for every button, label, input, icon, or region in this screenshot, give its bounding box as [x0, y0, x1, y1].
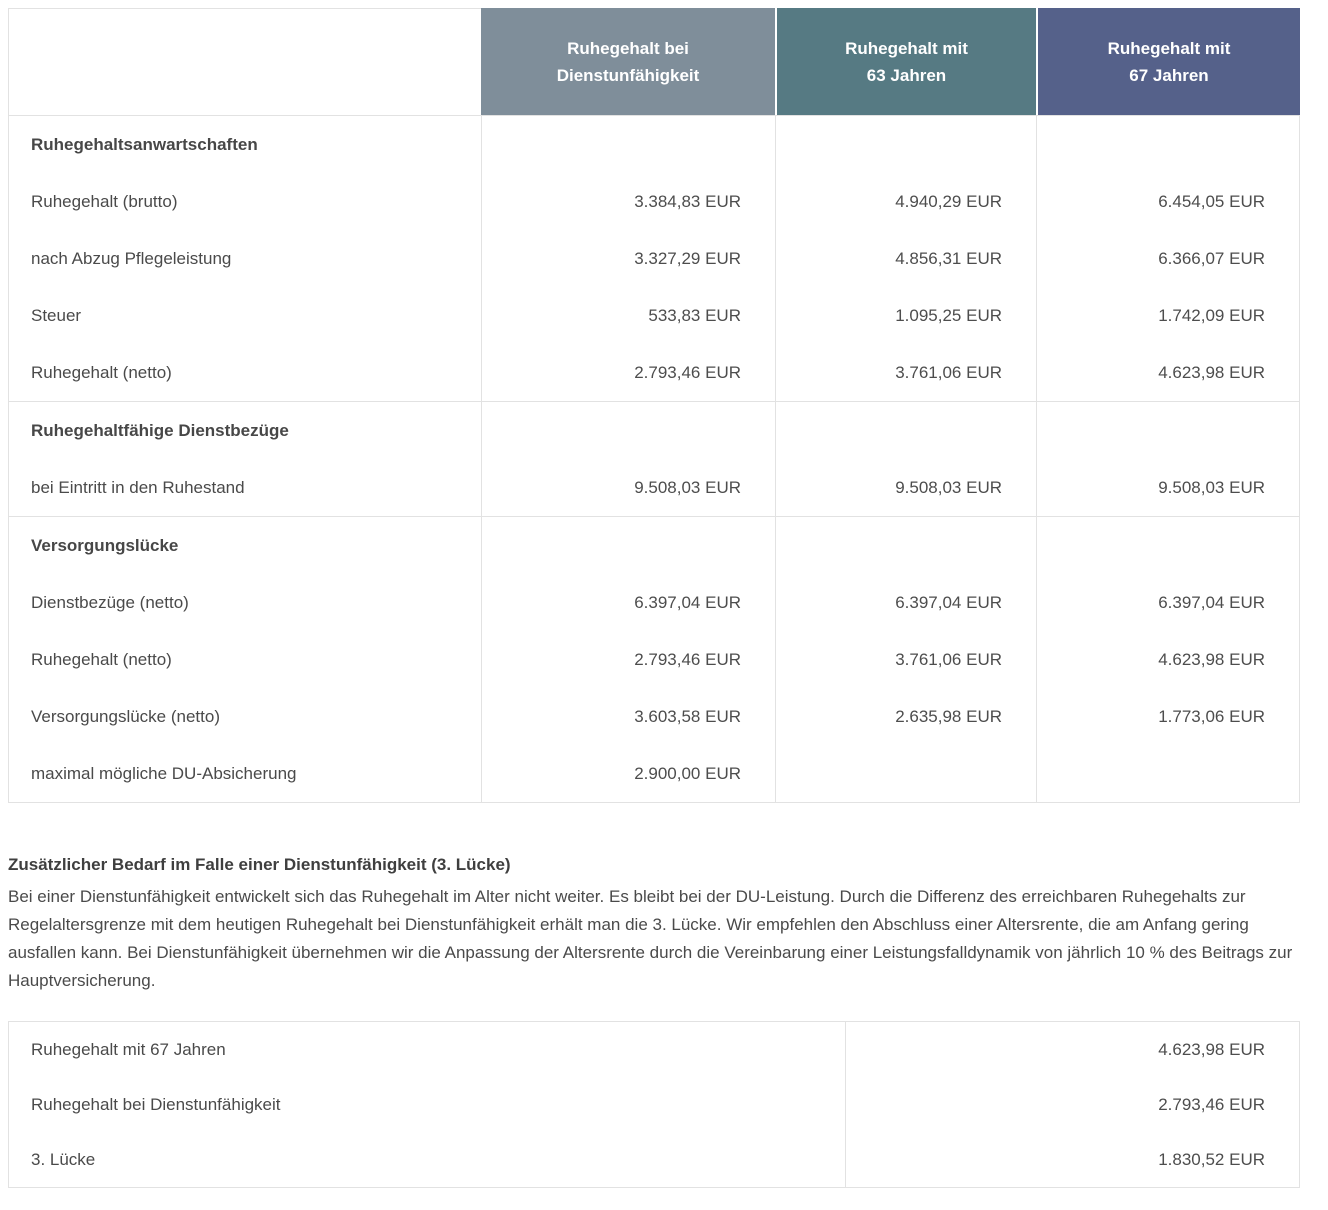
- summary-row-value: 1.830,52 EUR: [845, 1132, 1299, 1187]
- table-cell: [481, 116, 775, 173]
- row-value: 6.454,05 EUR: [1036, 173, 1299, 230]
- table-cell: [1036, 402, 1299, 459]
- corner-cell: [8, 8, 481, 115]
- third-gap-summary-table: [8, 1021, 1300, 1188]
- row-value: 3.761,06 EUR: [775, 344, 1036, 401]
- row-label: Ruhegehalt (brutto): [31, 191, 178, 211]
- column-header-line: 67 Jahren: [1129, 65, 1209, 85]
- column-header-63-jahre: [775, 8, 1036, 115]
- section-versorgungsluecke: [9, 516, 1299, 802]
- pension-comparison-table: [8, 8, 1300, 803]
- row-value: 3.603,58 EUR: [481, 688, 775, 745]
- column-header-dienstunfaehigkeit: [481, 8, 775, 115]
- summary-row-label: Ruhegehalt bei Dienstunfähigkeit: [31, 1094, 281, 1114]
- section-ruhegehaltfaehige-dienstbezuege: [9, 401, 1299, 516]
- info-heading: Zusätzlicher Bedarf im Falle einer Dienstunfähigkeit (3. Lücke): [8, 855, 511, 874]
- table-cell: [775, 402, 1036, 459]
- section-title: Ruhegehaltsanwartschaften: [31, 134, 258, 154]
- table-cell: [775, 517, 1036, 574]
- table-cell: [775, 116, 1036, 173]
- row-value: 3.327,29 EUR: [481, 230, 775, 287]
- section-ruhegehaltsanwartschaften: [9, 116, 1299, 401]
- row-label: Ruhegehalt (netto): [31, 649, 172, 669]
- row-label: Ruhegehalt (netto): [31, 362, 172, 382]
- row-value: 9.508,03 EUR: [775, 459, 1036, 516]
- row-value: 6.397,04 EUR: [1036, 574, 1299, 631]
- row-value: 9.508,03 EUR: [481, 459, 775, 516]
- table-cell: [1036, 517, 1299, 574]
- row-value: 4.940,29 EUR: [775, 173, 1036, 230]
- pension-report-page: [8, 8, 1300, 1188]
- row-value: 6.366,07 EUR: [1036, 230, 1299, 287]
- row-value: 4.623,98 EUR: [1036, 344, 1299, 401]
- row-label: maximal mögliche DU-Absicherung: [31, 763, 297, 783]
- row-value: 2.635,98 EUR: [775, 688, 1036, 745]
- row-value: 4.623,98 EUR: [1036, 631, 1299, 688]
- summary-row-label: 3. Lücke: [31, 1149, 96, 1169]
- column-header-line: Dienstunfähigkeit: [556, 65, 700, 85]
- table-cell: [481, 517, 775, 574]
- row-value: 1.095,25 EUR: [775, 287, 1036, 344]
- row-value: [1036, 745, 1299, 802]
- info-paragraph: Bei einer Dienstunfähigkeit entwickelt sich das Ruhegehalt im Alter nicht weiter. Es bleibt bei der DU-Leistung. Durch die Differenz des erreichbaren Ruhegehalts zur Regelaltersgrenze mit dem heutigen Ruhegehalt bei Dienstunfähigkeit erhält man die 3. Lücke. Wir empfehlen den Abschluss einer Altersrente, die am Anfang gering ausfallen kann. Bei Dienstunfähigkeit übernehmen wir die Anpassung der Altersrente durch die Vereinbarung einer Leistungsfalldynamik von jährlich 10 % des Beitrags zur Hauptversicherung.: [8, 887, 1293, 990]
- row-label: Versorgungslücke (netto): [31, 706, 220, 726]
- row-label: nach Abzug Pflegeleistung: [31, 248, 232, 268]
- section-title: Ruhegehaltfähige Dienstbezüge: [31, 420, 289, 440]
- row-value: 1.742,09 EUR: [1036, 287, 1299, 344]
- row-value: 3.384,83 EUR: [481, 173, 775, 230]
- summary-row-label: Ruhegehalt mit 67 Jahren: [31, 1039, 226, 1059]
- comparison-table-body: [8, 115, 1300, 803]
- row-value: 9.508,03 EUR: [1036, 459, 1299, 516]
- row-value: 6.397,04 EUR: [481, 574, 775, 631]
- row-value: 3.761,06 EUR: [775, 631, 1036, 688]
- row-value: 1.773,06 EUR: [1036, 688, 1299, 745]
- row-value: 2.793,46 EUR: [481, 344, 775, 401]
- row-value: 2.900,00 EUR: [481, 745, 775, 802]
- table-cell: [1036, 116, 1299, 173]
- column-header-line: Ruhegehalt mit: [845, 38, 968, 58]
- summary-row-value: 4.623,98 EUR: [845, 1022, 1299, 1077]
- column-header-67-jahre: [1036, 8, 1300, 115]
- section-title: Versorgungslücke: [31, 535, 179, 555]
- row-value: 6.397,04 EUR: [775, 574, 1036, 631]
- table-cell: [481, 402, 775, 459]
- column-header-line: 63 Jahren: [866, 65, 947, 85]
- row-value: 4.856,31 EUR: [775, 230, 1036, 287]
- row-label: Steuer: [31, 305, 82, 325]
- column-header-line: Ruhegehalt bei: [567, 38, 689, 58]
- comparison-table-header: [8, 8, 1300, 115]
- row-value: 533,83 EUR: [481, 287, 775, 344]
- column-header-line: Ruhegehalt mit: [1107, 38, 1231, 58]
- summary-row-value: 2.793,46 EUR: [845, 1077, 1299, 1132]
- row-value: [775, 745, 1036, 802]
- row-label: Dienstbezüge (netto): [31, 592, 189, 612]
- row-label: bei Eintritt in den Ruhestand: [31, 477, 245, 497]
- row-value: 2.793,46 EUR: [481, 631, 775, 688]
